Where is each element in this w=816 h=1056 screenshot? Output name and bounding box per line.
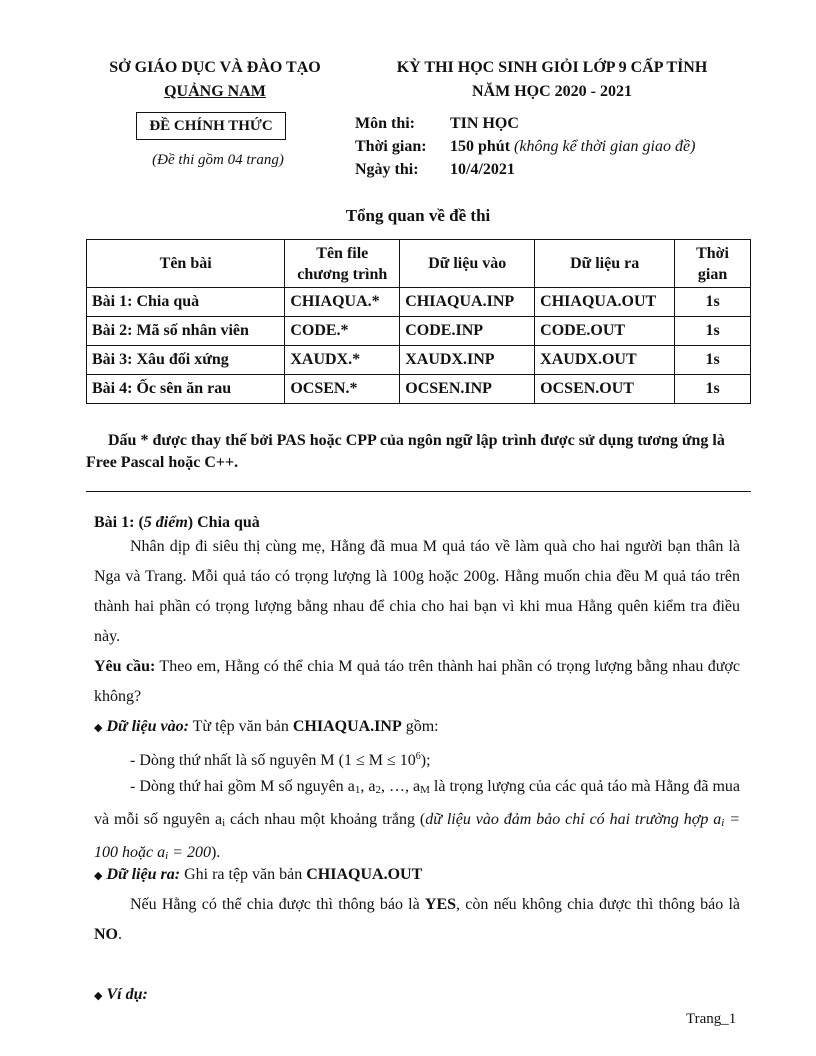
output-file-name: CHIAQUA.OUT: [306, 866, 423, 883]
input-line-1: - Dòng thứ nhất là số nguyên M $(1 \le M \le 10^6)$;: [130, 751, 431, 769]
table-row: [87, 346, 751, 375]
page-count-note: (Đề thi gồm 04 trang): [152, 152, 284, 168]
problem-1-requirement: [94, 652, 740, 712]
exam-header: [352, 56, 752, 104]
cell-program-file: CHIAQUA.*: [285, 288, 400, 317]
requirement-label: Yêu cầu:: [94, 658, 156, 675]
cell-program-file: OCSEN.*: [285, 375, 400, 404]
table-row: [87, 375, 751, 404]
col-header-time: Thời gian: [675, 240, 751, 288]
input-line-2: - Dòng thứ hai gồm M số nguyên a1, a2, …, aM là trọng lượng của các quả táo mà Hằng đã mua và mỗi số nguyên ai cách nhau một khoảng trắng (dữ liệu vào đảm bảo chỉ có hai trường hợp ai = 100 hoặc ai = 200).: [94, 778, 741, 862]
cell-input-file: CHIAQUA.INP: [400, 288, 535, 317]
output-description: Nếu Hằng có thể chia được thì thông báo là YES, còn nếu không chia được thì thông báo là NO.: [94, 896, 740, 943]
section-divider: [86, 491, 751, 492]
cell-problem-name: Bài 1: Chia quà: [87, 288, 285, 317]
date-value: 10/4/2021: [450, 161, 515, 178]
cell-input-file: XAUDX.INP: [400, 346, 535, 375]
time-label: Thời gian:: [355, 138, 427, 155]
table-row: [87, 317, 751, 346]
cell-output-file: OCSEN.OUT: [535, 375, 675, 404]
official-stamp: ĐỀ CHÍNH THỨC: [136, 112, 286, 140]
overview-table: [86, 239, 751, 404]
cell-time-limit: 1s: [675, 288, 751, 317]
time-row: [355, 135, 695, 159]
org-line-2: QUẢNG NAM: [164, 83, 266, 100]
problem-1-points: 5 điểm: [143, 514, 188, 531]
cell-input-file: OCSEN.INP: [400, 375, 535, 404]
cell-problem-name: Bài 4: Ốc sên ăn rau: [87, 375, 285, 404]
cell-problem-name: Bài 2: Mã số nhân viên: [87, 317, 285, 346]
cell-time-limit: 1s: [675, 317, 751, 346]
subject-label: Môn thi:: [355, 115, 415, 132]
input-label: Dữ liệu vào:: [106, 718, 189, 735]
yes-keyword: YES: [424, 896, 457, 913]
subject-value: TIN HỌC: [450, 115, 519, 132]
col-header-input: Dữ liệu vào: [400, 240, 535, 288]
time-note: (không kể thời gian giao đề): [514, 138, 696, 155]
cell-time-limit: 1s: [675, 375, 751, 404]
cell-output-file: XAUDX.OUT: [535, 346, 675, 375]
cell-output-file: CODE.OUT: [535, 317, 675, 346]
cell-output-file: CHIAQUA.OUT: [535, 288, 675, 317]
subject-row: [355, 112, 519, 136]
date-label: Ngày thi:: [355, 161, 419, 178]
organization-header: [80, 56, 350, 104]
example-label: Ví dụ:: [106, 986, 148, 1003]
date-row: [355, 158, 515, 182]
diamond-bullet-icon: ◆: [94, 870, 103, 882]
file-extension-note: Dấu * được thay thế bởi PAS hoặc CPP của ngôn ngữ lập trình được sử dụng tương ứng là Free Pascal hoặc C++.: [86, 432, 725, 471]
col-header-file: Tên file chương trình: [285, 240, 400, 288]
input-spec: ◆ Dữ liệu vào: Từ tệp văn bản CHIAQUA.INP gồm:: [94, 718, 439, 735]
diamond-bullet-icon: ◆: [94, 722, 103, 734]
table-row: [87, 288, 751, 317]
cell-time-limit: 1s: [675, 346, 751, 375]
page-number: Trang_1: [686, 1011, 737, 1027]
cell-program-file: XAUDX.*: [285, 346, 400, 375]
cell-input-file: CODE.INP: [400, 317, 535, 346]
output-label: Dữ liệu ra:: [106, 866, 181, 883]
diamond-bullet-icon: ◆: [94, 990, 103, 1002]
cell-problem-name: Bài 3: Xâu đối xứng: [87, 346, 285, 375]
cell-program-file: CODE.*: [285, 317, 400, 346]
example-heading: [94, 980, 740, 1011]
col-header-output: Dữ liệu ra: [535, 240, 675, 288]
overview-title: Tổng quan về đề thi: [345, 206, 491, 225]
time-value: 150 phút: [450, 138, 511, 155]
org-line-1: SỞ GIÁO DỤC VÀ ĐÀO TẠO: [109, 59, 321, 76]
col-header-name: Tên bài: [87, 240, 285, 288]
no-keyword: NO: [94, 926, 118, 943]
table-header-row: [87, 240, 751, 288]
input-file-name: CHIAQUA.INP: [292, 718, 402, 735]
problem-1-statement: Nhân dịp đi siêu thị cùng mẹ, Hằng đã mua M quả táo về làm quà cho hai người bạn thân là Nga và Trang. Mỗi quả táo có trọng lượng là 100g hoặc 200g. Hằng muốn chia đều M quả táo trên thành hai phần có trọng lượng bằng nhau để chia cho hai bạn vì khi mua Hằng quên kiểm tra điều này.: [94, 538, 740, 645]
requirement-text: Theo em, Hằng có thể chia M quả táo trên thành hai phần có trọng lượng bằng nhau được không?: [94, 658, 740, 705]
exam-line-2: NĂM HỌC 2020 - 2021: [472, 83, 632, 100]
output-spec: ◆ Dữ liệu ra: Ghi ra tệp văn bản CHIAQUA.OUT: [94, 866, 423, 883]
exam-line-1: KỲ THI HỌC SINH GIỎI LỚP 9 CẤP TỈNH: [396, 59, 708, 76]
problem-1-title: Bài 1: (5 điểm) Chia quà: [94, 514, 260, 531]
